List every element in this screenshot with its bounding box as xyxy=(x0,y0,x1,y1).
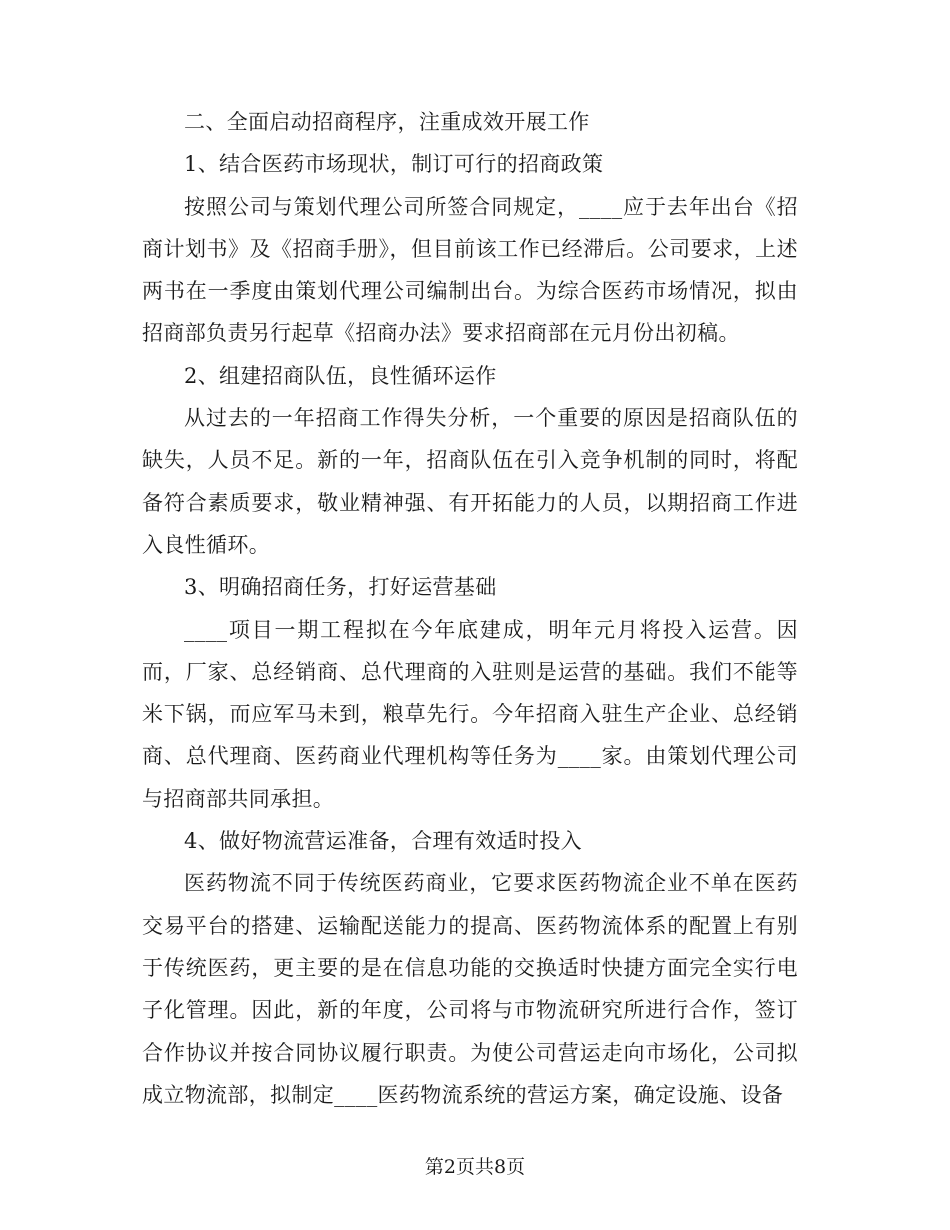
subheading-4: 4、做好物流营运准备，合理有效适时投入 xyxy=(184,829,583,854)
paragraph-3: ____项目一期工程拟在今年底建成，明年元月将投入运营。因而，厂家、总经销商、总代理商的入驻则是运营的基础。我们不能等米下锅，而应军马未到，粮草先行。今年招商入驻生产企业、总经销商、总代理商、医药商业代理机构等任务为____家。由策划代理公司与招商部共同承担。 xyxy=(142,617,798,811)
subheading-1: 1、结合医药市场现状，制订可行的招商政策 xyxy=(184,152,604,177)
paragraph-4: 医药物流不同于传统医药商业，它要求医药物流企业不单在医药交易平台的搭建、运输配送能力的提高、医药物流体系的配置上有别于传统医药，更主要的是在信息功能的交换适时快捷方面完全实行电子化管理。因此，新的年度，公司将与市物流研究所进行合作，签订合作协议并按合同协议履行职责。为使公司营运走向市场化，公司拟成立物流部，拟制定____医药物流系统的营运方案，确定设施、设备 xyxy=(142,871,798,1107)
paragraph-2: 从过去的一年招商工作得失分析，一个重要的原因是招商队伍的缺失，人员不足。新的一年，招商队伍在引入竞争机制的同时，将配备符合素质要求，敬业精神强、有开拓能力的人员，以期招商工作进入良性循环。 xyxy=(142,406,798,557)
subheading-3: 3、明确招商任务，打好运营基础 xyxy=(184,575,497,600)
document-body xyxy=(142,101,798,1116)
section-heading-2: 二、全面启动招商程序，注重成效开展工作 xyxy=(184,110,590,134)
paragraph-1: 按照公司与策划代理公司所签合同规定，____应于去年出台《招商计划书》及《招商手册》，但目前该工作已经滞后。公司要求，上述两书在一季度由策划代理公司编制出台。为综合医药市场情况，拟由招商部负责另行起草《招商办法》要求招商部在元月份出初稿。 xyxy=(142,194,798,346)
subheading-2: 2、组建招商队伍，良性循环运作 xyxy=(184,363,497,388)
page-footer: 第2页共8页 xyxy=(424,1156,526,1178)
